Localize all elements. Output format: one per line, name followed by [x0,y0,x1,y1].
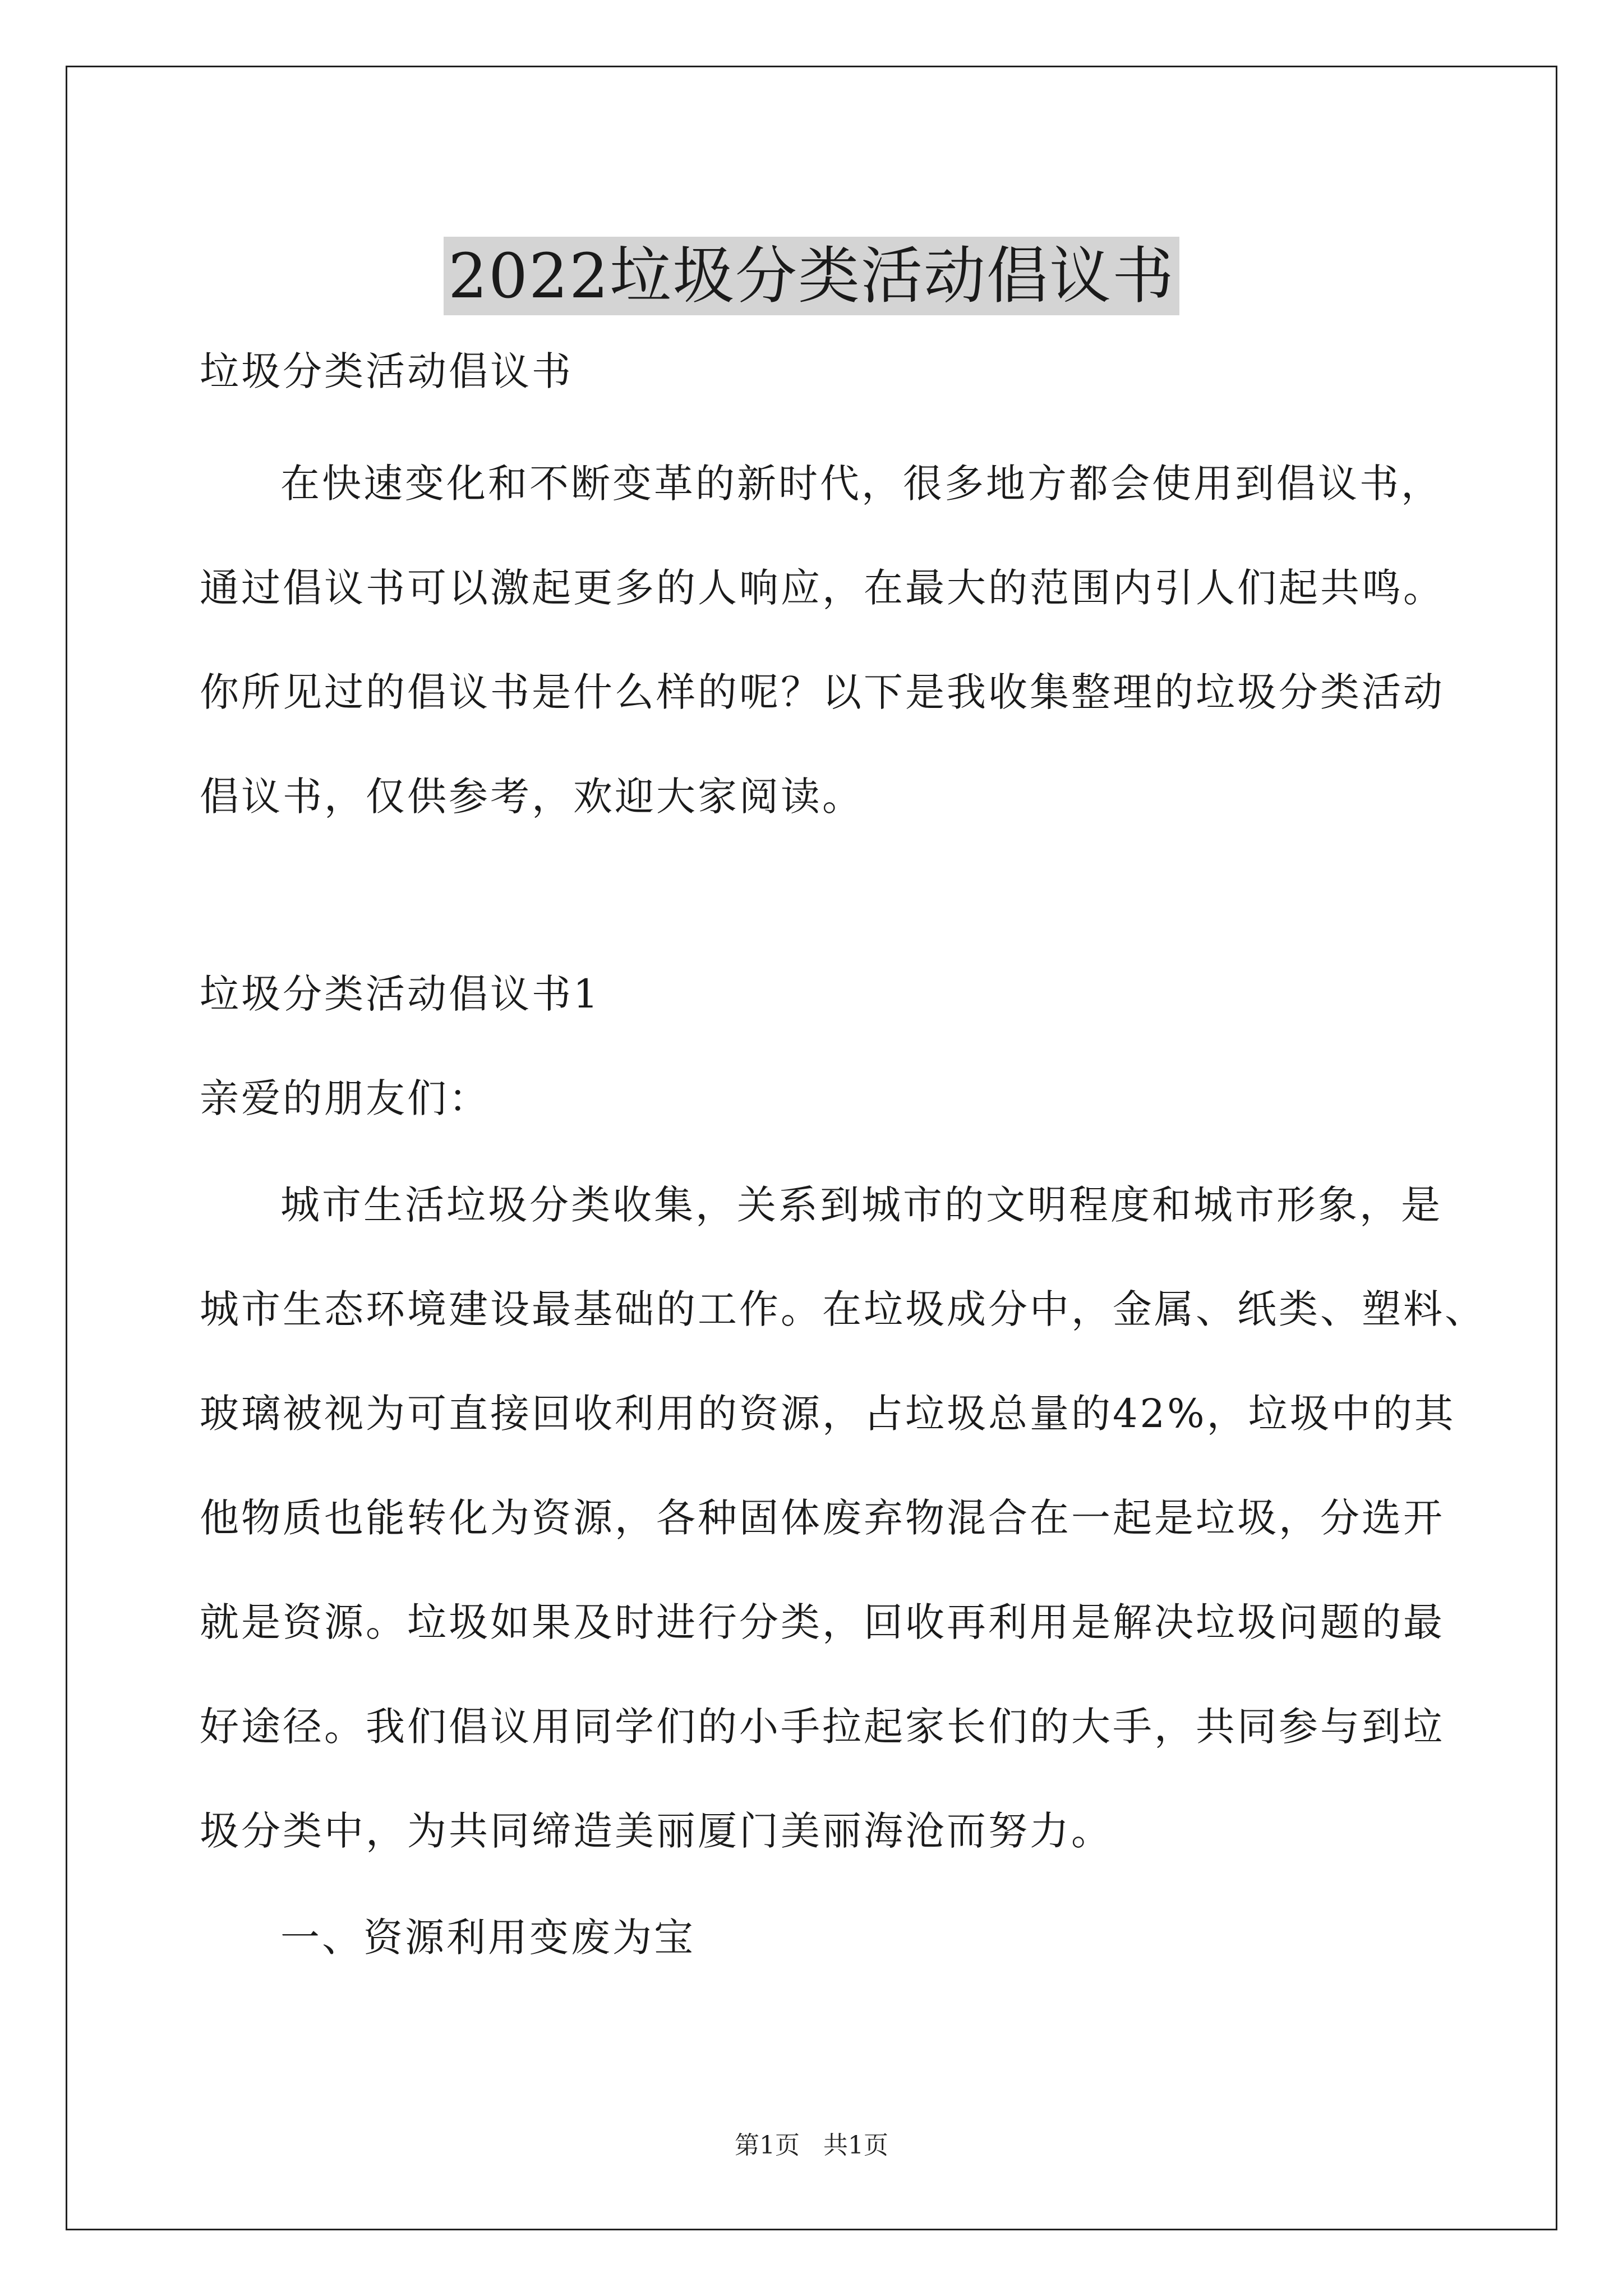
page-current: 第1页 [735,2131,800,2160]
intro-line: 通过倡议书可以激起更多的人响应，在最大的范围内引人们起共鸣。 [200,565,1445,611]
point-heading: 一、资源利用变废为宝 [280,1915,695,1961]
page-total: 共1页 [823,2131,888,2160]
intro-line: 倡议书，仅供参考，欢迎大家阅读。 [200,774,864,820]
body-line: 就是资源。垃圾如果及时进行分类，回收再利用是解决垃圾问题的最 [200,1599,1445,1645]
body-line: 玻璃被视为可直接回收利用的资源，占垃圾总量的42%，垃圾中的其 [200,1391,1456,1437]
body-line: 城市生态环境建设最基础的工作。在垃圾成分中，金属、纸类、塑料、 [200,1286,1486,1332]
title-container [0,195,1623,356]
intro-line: 你所见过的倡议书是什么样的呢？以下是我收集整理的垃圾分类活动 [200,669,1445,715]
body-line: 圾分类中，为共同缔造美丽厦门美丽海沧而努力。 [200,1808,1113,1854]
body-line: 好途径。我们倡议用同学们的小手拉起家长们的大手，共同参与到垃 [200,1704,1445,1750]
subtitle: 垃圾分类活动倡议书 [200,348,573,394]
section-heading: 垃圾分类活动倡议书1 [200,971,601,1017]
body-line: 他物质也能转化为资源，各种固体废弃物混合在一起是垃圾，分选开 [200,1495,1445,1541]
document-title: 2022垃圾分类活动倡议书 [444,237,1179,315]
page-footer [0,2129,1623,2162]
intro-line: 在快速变化和不断变革的新时代，很多地方都会使用到倡议书， [280,461,1442,507]
salutation: 亲爱的朋友们： [200,1075,490,1121]
body-line: 城市生活垃圾分类收集，关系到城市的文明程度和城市形象，是 [280,1182,1442,1228]
